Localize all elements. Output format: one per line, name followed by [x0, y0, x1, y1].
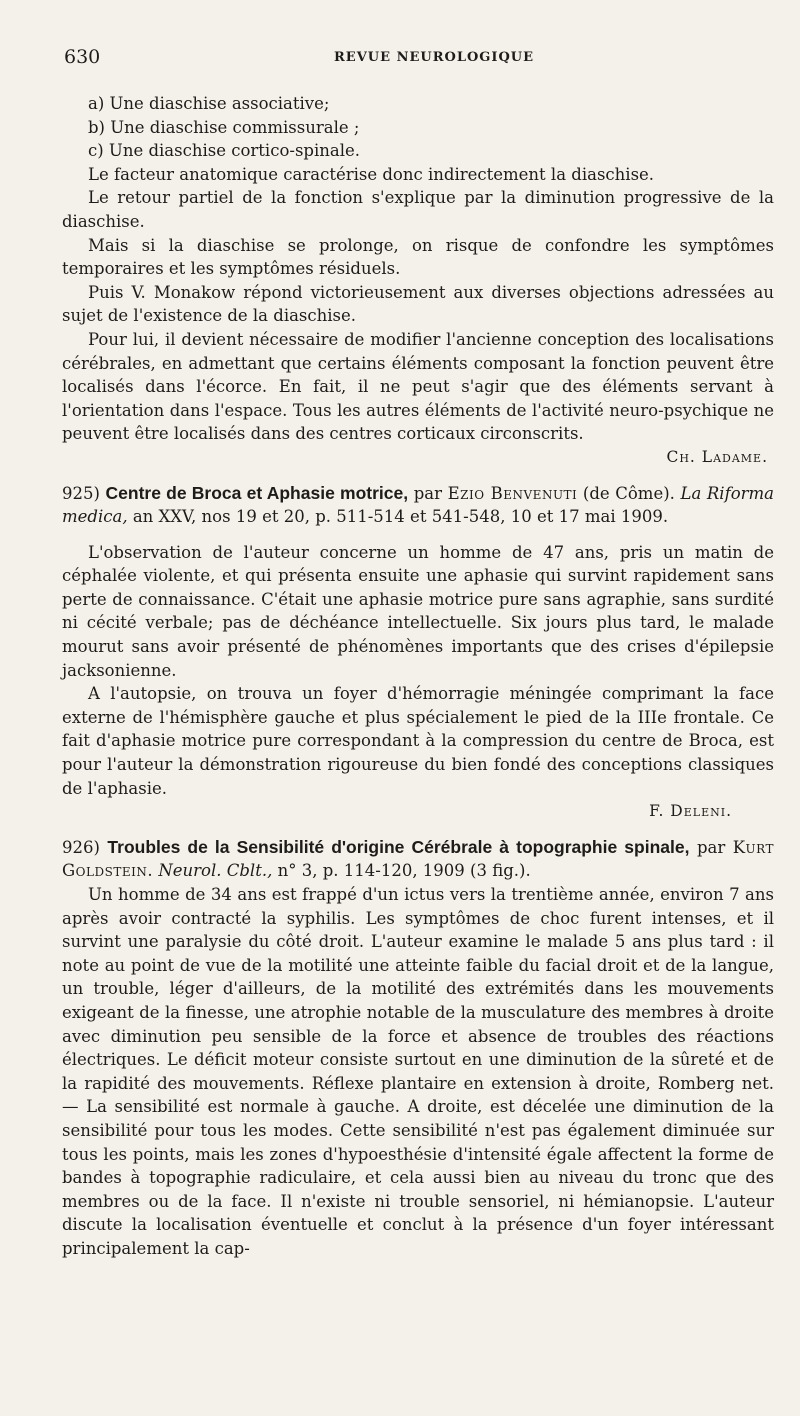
abstract-title: Troubles de la Sensibilité d'origine Cérébrale à topographie spinale, — [107, 836, 690, 857]
abstract-number: 925) — [62, 483, 100, 503]
paragraph: Mais si la diaschise se prolonge, on risque de confondre les symptômes temporaires et les symptômes résiduels. — [62, 235, 774, 279]
page-header — [64, 46, 760, 76]
paragraph: Le retour partiel de la fonction s'explique par la diminution progressive de la diaschise. — [62, 188, 774, 231]
abstract-heading — [62, 836, 774, 883]
abstract-title: Centre de Broca et Aphasie motrice, — [105, 482, 409, 503]
paragraph: Pour lui, il devient nécessaire de modifier l'ancienne conception des localisations cérébrales, en admettant que certains éléments composant la fonction peuvent être localisés dans l'écorce. En fait, il ne peut s'agir que des éléments servant à l'orientation dans l'espace. Tous les autres éléments de l'activité neuro-psychique ne peuvent être localisés dans des centres corticaux circonscrits. — [62, 329, 774, 444]
signature: Ch. Ladame. — [666, 447, 768, 466]
citation: an XXV, nos 19 et 20, p. 511-514 et 541-548, 10 et 17 mai 1909. — [132, 507, 669, 527]
author-name: Kurt Goldstein. — [62, 837, 774, 881]
running-head: REVUE NEUROLOGIQUE — [334, 50, 535, 65]
abstract-925 — [62, 482, 774, 824]
abstract-number: 926) — [62, 837, 100, 857]
paragraph: Un homme de 34 ans est frappé d'un ictus vers la trentième année, environ 7 ans après avoir contracté la syphilis. Les symptômes de choc furent intenses, et il survint une paralysie du côté droit. L'auteur examine le malade 5 ans plus tard : il note au point de vue de la motilité une atteinte faible du facial droit et de la langue, un trouble, léger d'ailleurs, de la motilité des extrémités dans les mouvements exigeant de la finesse, une atrophie notable de la musculature des membres à droite avec diminution peu sensible de la force et absence de troubles des réactions électriques. Le déficit moteur consiste surtout en une diminution de la sûreté et de la rapidité des mouvements. Réflexe plantaire en extension à droite, Romberg net. — La sensibilité est normale à gauche. A droite, est décelée une diminution de la sensibilité pour tous les modes. Cette sensibilité n'est pas également diminuée sur tous les points, mais les zones d'hypoesthésie d'intensité égale affectent la forme de bandes à topographie radiculaire, et cela aussi bien au niveau du tronc que des membres ou de la face. Il n'existe ni trouble sensoriel, ni hémianopsie. L'auteur discute la localisation éventuelle et conclut à la présence d'un foyer intéressant principalement la cap- — [62, 885, 774, 1258]
page-body — [62, 92, 774, 1261]
by-word: par — [696, 837, 726, 857]
paragraph: Le facteur anatomique caractérise donc indirectement la diaschise. — [88, 164, 655, 184]
list-item: b) Une diaschise commissurale ; — [88, 117, 360, 137]
paragraph: Puis V. Monakow répond victorieusement aux diverses objections adressées au sujet de l'existence de la diaschise. — [62, 282, 774, 326]
author-name: Ezio Benvenuti — [447, 483, 578, 503]
by-word: par — [413, 483, 442, 503]
journal-name: La Riforma medica, — [62, 483, 774, 527]
page-number: 630 — [64, 46, 101, 68]
abstract-heading — [62, 482, 774, 529]
list-item: c) Une diaschise cortico-spinale. — [88, 141, 361, 161]
list-item: a) Une diaschise associative; — [88, 94, 330, 113]
paragraph: A l'autopsie, on trouva un foyer d'hémorragie méningée comprimant la face externe de l'hémisphère gauche et plus spécialement le pied de la IIIe frontale. Ce fait d'aphasie motrice pure correspondant à la compression du centre de Broca, est pour l'auteur la démonstration rigoureuse du bien fondé des conceptions classiques de l'aphasie. — [62, 684, 774, 798]
journal-name: Neurol. Cblt., — [158, 861, 273, 881]
citation: n° 3, p. 114-120, 1909 (3 fig.). — [277, 861, 531, 881]
paragraph: L'observation de l'auteur concerne un homme de 47 ans, pris un matin de céphalée violente, et qui présenta ensuite une aphasie qui survint rapidement sans perte de connaissance. C'était une aphasie motrice pure sans agraphie, sans surdité ni cécité verbale; pas de déchéance intellectuelle. Six jours plus tard, le malade mourut sans avoir présenté de phénomènes importants que des crises d'épilepsie jacksonienne. — [62, 542, 774, 680]
signature: F. Deleni. — [649, 802, 732, 821]
author-place: (de Côme). — [582, 483, 675, 503]
abstract-926 — [62, 836, 774, 1261]
